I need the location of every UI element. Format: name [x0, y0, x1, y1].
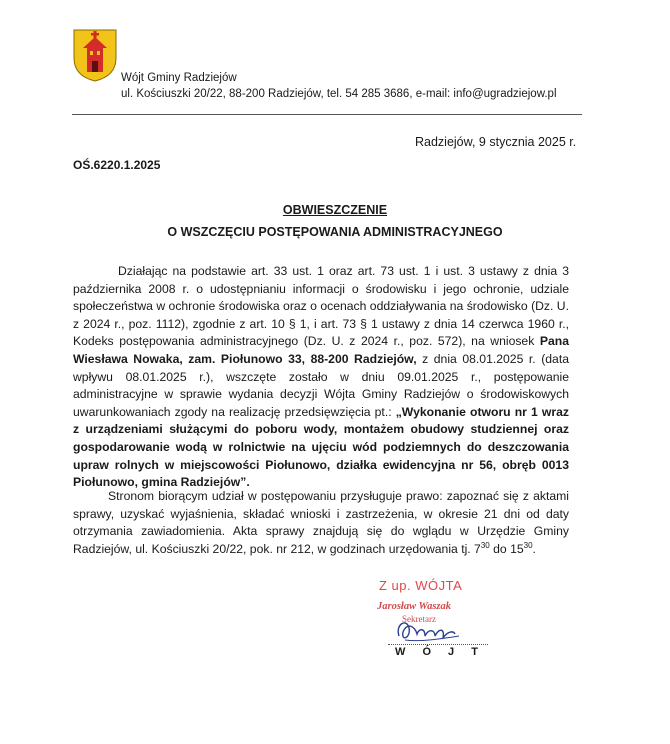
document-title: OBWIESZCZENIE [282, 203, 388, 217]
stamp-signer-role: Sekretarz [402, 614, 436, 624]
office-name: Wójt Gminy Radziejów [121, 72, 237, 84]
stamp-signer-name: Jarosław Waszak [377, 601, 452, 612]
hours-from-minutes: 30 [480, 540, 490, 550]
stamp-authorization: Z up. WÓJTA [379, 578, 463, 593]
signature-line [388, 644, 488, 645]
signatory-role: W Ó J T [395, 646, 485, 658]
p1-middle: z dnia 08.01.2025 r. (data wpływu 08.01.2025 r.), wszczęte zostało w dniu 09.01.2025 r., postępowanie administracyjne w sprawie wydania decyzji Wójta Gminy Radziejów o środowiskowych uwarunkowaniach zgody na realizację przedsięwzięcia pt.: [73, 351, 569, 419]
document-date: Radziejów, 9 stycznia 2025 r. [415, 135, 577, 149]
header-divider [72, 114, 582, 115]
p2-text: Stronom biorącym udział w postępowaniu przysługuje prawo: zapoznać się z aktami sprawy, uzyskać wyjaśnienia, składać wnioski i zastrzeżenia, w okresie 21 dni od daty otrzymania zawiadomienia. Akta sprawy znajdują się do wglądu w Urzędzie Gminy Radziejów, ul. Kościuszki 20/22, pok. nr 212, w godzinach urzędowania tj. 7 [73, 489, 569, 556]
applicant-name: Pana Wiesława Nowaka, zam. Piołunowo 33, 88-200 Radziejów, [73, 334, 569, 366]
hours-to-minutes: 30 [523, 540, 533, 550]
document-subtitle: O WSZCZĘCIU POSTĘPOWANIA ADMINISTRACYJNEGO [167, 225, 503, 239]
paragraph-main [73, 263, 569, 492]
office-address: ul. Kościuszki 20/22, 88-200 Radziejów, tel. 54 285 3686, e-mail: info@ugradziejow.pl [121, 88, 557, 100]
paragraph-rights [73, 488, 569, 558]
municipal-coat-of-arms-icon [72, 28, 118, 82]
p2-mid: do 15 [489, 541, 524, 556]
p1-intro: Działając na podstawie art. 33 ust. 1 oraz art. 73 ust. 1 i ust. 3 ustawy z dnia 3 października 2008 r. o udostępnianiu informacji o środowisku i jego ochronie, udziale społeczeństwa w ochronie środowiska oraz o ocenach oddziaływania na środowisko (Dz. U. z 2024 r., poz. 1112), zgodnie z art. 10 § 1, i art. 73 § 1 ustawy z dnia 14 czerwca 1960 r., Kodeks postępowania administracyjnego (Dz. U. z 2024 r., poz. 572), na wniosek [73, 264, 569, 349]
handwritten-signature-icon [385, 606, 475, 648]
p2-end: . [532, 541, 536, 556]
project-title: „Wykonanie otworu nr 1 wraz z urządzeniami służącymi do poboru wody, montażem obudowy studziennej oraz gospodarowanie wodą w rolnictwie na ujęciu wód podziemnych do deszczowania upraw rolnych w miejscowości Piołunowo, działka ewidencyjna nr 56, obręb 0013 Piołunowo, gmina Radziejów”. [73, 404, 569, 490]
reference-number: OŚ.6220.1.2025 [73, 158, 161, 172]
